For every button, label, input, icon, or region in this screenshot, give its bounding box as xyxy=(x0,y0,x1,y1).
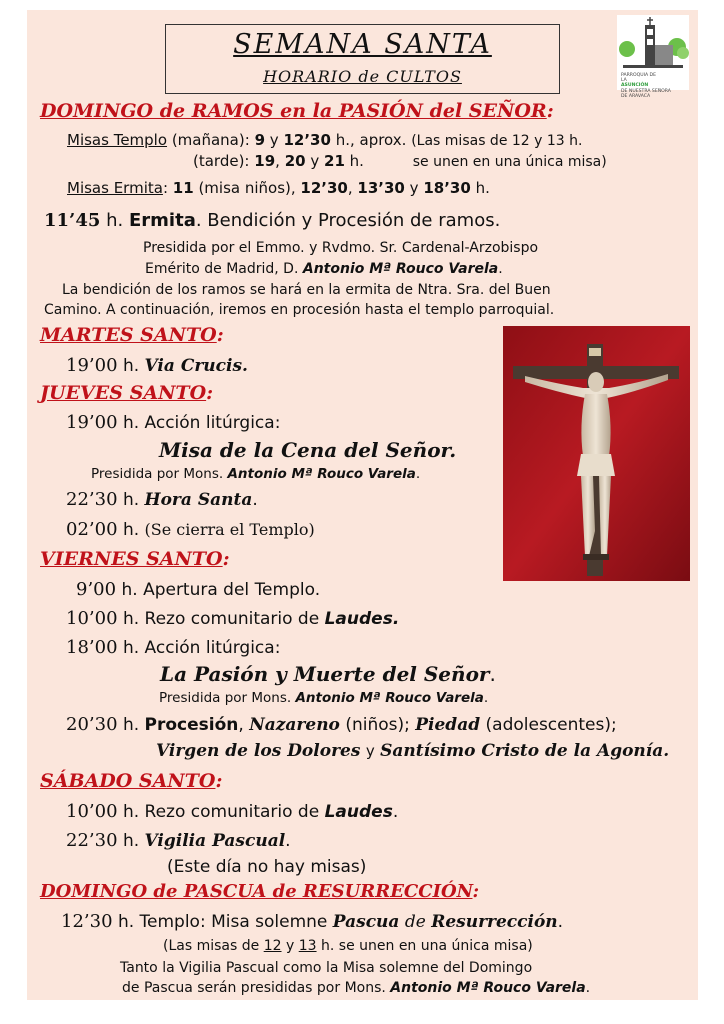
page-subtitle: HORARIO de CULTOS xyxy=(263,67,462,86)
jueves-cierre-line: 02’00 h. (Se cierra el Templo) xyxy=(66,519,315,540)
viernes-procesion-line: 20’30 h. Procesión, Nazareno (niños); Piedad (adolescentes); xyxy=(66,714,617,735)
title-box xyxy=(165,24,560,94)
misas-templo-line: Misas Templo (mañana): 9 y 12’30 h., aprox. (Las misas de 12 y 13 h. xyxy=(67,131,583,149)
viernes-heading: VIERNES SANTO: xyxy=(40,548,230,570)
jueves-misa-cena: Misa de la Cena del Señor. xyxy=(159,438,457,462)
logo-text: PARROQUIA DE LA ASUNCIÓN DE NUESTRA SEÑORA DE ARAVACA xyxy=(621,73,671,99)
presidida-line-1: Presidida por el Emmo. y Rvdmo. Sr. Cardenal-Arzobispo xyxy=(143,240,539,256)
domingo-pascua-nota: (Las misas de 12 y 13 h. se unen en una única misa) xyxy=(163,938,533,954)
viernes-apertura-line: 9’00 h. Apertura del Templo. xyxy=(76,579,321,600)
page-title: SEMANA SANTA xyxy=(233,29,492,60)
viernes-pasion-line: La Pasión y Muerte del Señor. xyxy=(160,662,496,686)
martes-viacrucis-line: 19’00 h. Via Crucis. xyxy=(66,355,248,376)
domingo-pascua-misa-line: 12’30 h. Templo: Misa solemne Pascua de Resurrección. xyxy=(61,911,564,932)
final-line-1: Tanto la Vigilia Pascual como la Misa solemne del Domingo xyxy=(120,960,533,976)
viernes-presidida-line: Presidida por Mons. Antonio Mª Rouco Varela. xyxy=(159,690,489,706)
sabado-heading: SÁBADO SANTO: xyxy=(40,770,223,792)
crucifix-image xyxy=(503,326,690,581)
bendicion-line-2: Camino. A continuación, iremos en procesión hasta el templo parroquial. xyxy=(44,302,555,318)
sabado-laudes-line: 10’00 h. Rezo comunitario de Laudes. xyxy=(66,801,399,822)
jueves-hora-santa-line: 22’30 h. Hora Santa. xyxy=(66,489,258,510)
domingo-ramos-heading: DOMINGO de RAMOS en la PASIÓN del SEÑOR: xyxy=(40,100,554,122)
parish-logo xyxy=(617,15,689,99)
sabado-vigilia-line: 22’30 h. Vigilia Pascual. xyxy=(66,830,291,851)
viernes-virgen-line: Virgen de los Dolores y Santísimo Cristo de la Agonía. xyxy=(156,741,670,761)
final-line-2: de Pascua serán presididas por Mons. Antonio Mª Rouco Varela. xyxy=(122,980,591,996)
presidida-line-2: Emérito de Madrid, D. Antonio Mª Rouco Varela. xyxy=(145,261,503,277)
misas-ermita-line: Misas Ermita: 11 (misa niños), 12’30, 13’30 y 18’30 h. xyxy=(67,179,490,197)
jueves-presidida-line: Presidida por Mons. Antonio Mª Rouco Varela. xyxy=(91,466,421,482)
crucifix-icon xyxy=(503,326,690,581)
martes-heading: MARTES SANTO: xyxy=(40,324,224,346)
viernes-accion-line: 18’00 h. Acción litúrgica: xyxy=(66,637,281,658)
sabado-no-misas: (Este día no hay misas) xyxy=(167,857,367,877)
procesion-ramos-line: 11’45 h. Ermita. Bendición y Procesión de ramos. xyxy=(44,210,501,231)
jueves-accion-line: 19’00 h. Acción litúrgica: xyxy=(66,412,281,433)
bendicion-line-1: La bendición de los ramos se hará en la ermita de Ntra. Sra. del Buen xyxy=(62,282,551,298)
domingo-pascua-heading: DOMINGO de PASCUA de RESURRECCIÓN: xyxy=(40,881,480,902)
jueves-heading: JUEVES SANTO: xyxy=(40,382,214,404)
misas-tarde-line: (tarde): 19, 20 y 21 h. se unen en una única misa) xyxy=(193,152,607,170)
church-icon xyxy=(617,15,689,73)
viernes-laudes-line: 10’00 h. Rezo comunitario de Laudes. xyxy=(66,608,400,629)
